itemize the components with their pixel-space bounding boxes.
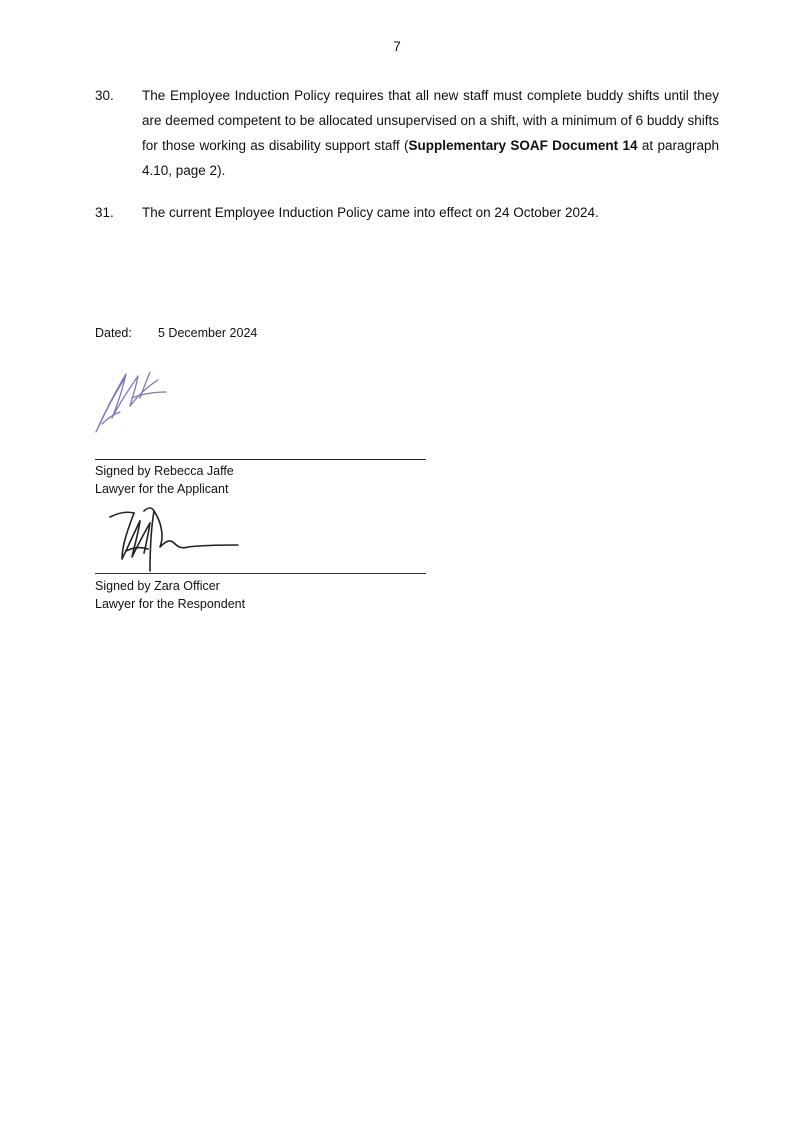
respondent-signature [108, 503, 242, 573]
paragraph-number: 30. [95, 88, 114, 103]
page-number: 7 [393, 39, 401, 54]
paragraph-body [142, 200, 719, 225]
applicant-signature [92, 362, 174, 436]
paragraph-31 [95, 200, 719, 225]
dated-label: Dated: [95, 326, 132, 340]
signed-by-text: Signed by Rebecca Jaffe [95, 464, 234, 478]
applicant-signatory [95, 462, 234, 498]
signature-line [95, 459, 426, 460]
paragraph-text-tail: at paragraph 4.10, page 2). [142, 138, 720, 178]
signed-by-text: Signed by Zara Officer [95, 579, 220, 593]
paragraph-text: The Employee Induction Policy requires that all new staff must complete buddy shifts until they are deemed competent to be allocated unsupervised on a shift, with a minimum of 6 buddy shifts for those working as disability support staff ( [142, 88, 719, 153]
signatory-role: Lawyer for the Applicant [95, 482, 229, 496]
dated-line [95, 326, 257, 340]
dated-value: 5 December 2024 [158, 326, 258, 340]
document-reference: Supplementary SOAF Document 14 [408, 138, 638, 153]
paragraph-number: 31. [95, 205, 114, 220]
respondent-signatory [95, 577, 245, 613]
signatory-role: Lawyer for the Respondent [95, 597, 246, 611]
signature-line [95, 573, 426, 574]
paragraph-text: The current Employee Induction Policy came into effect on 24 October 2024. [142, 205, 599, 220]
paragraph-30 [95, 83, 719, 183]
paragraph-body [142, 83, 719, 183]
